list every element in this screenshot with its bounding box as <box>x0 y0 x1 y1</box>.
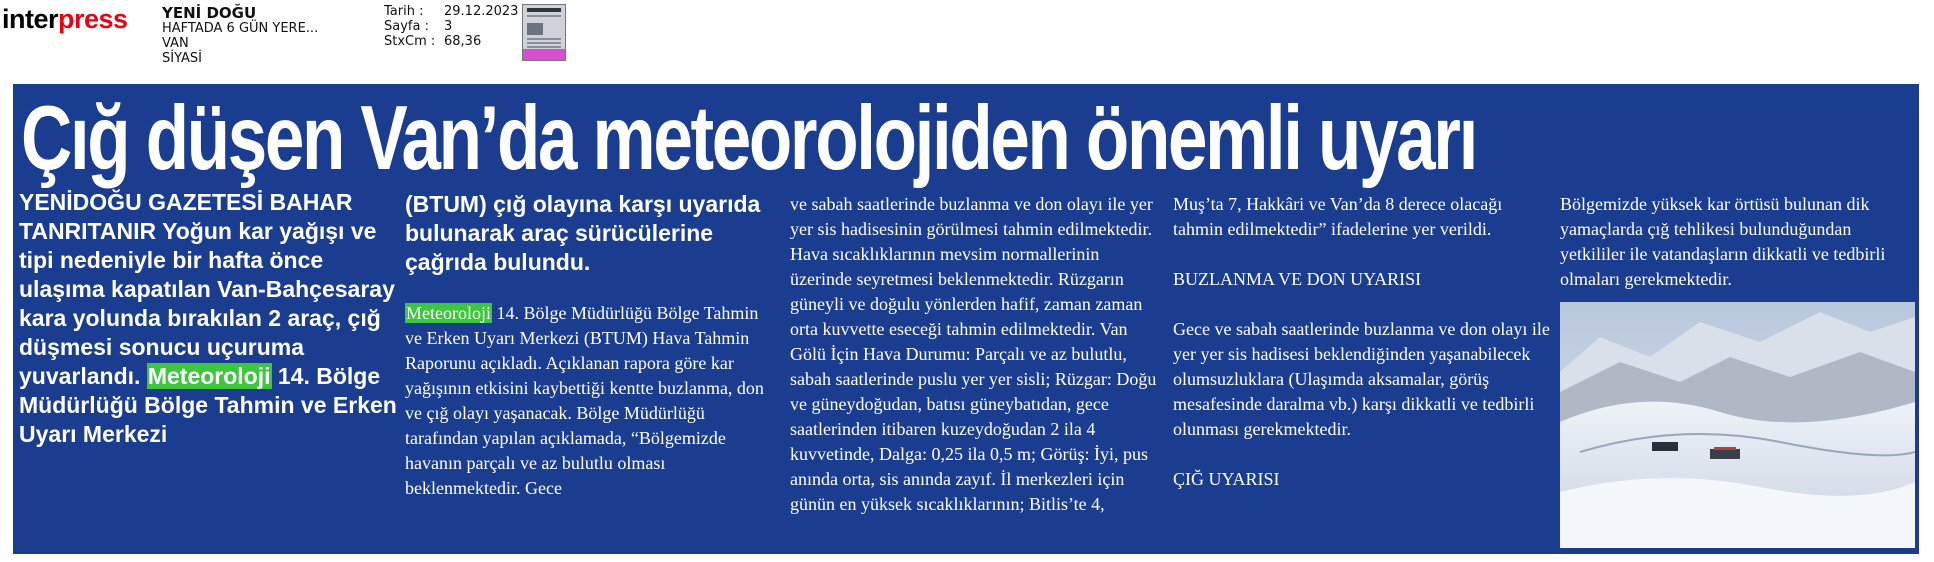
publication-city: VAN <box>162 36 189 51</box>
keyword-highlight: Meteoroloji <box>147 363 271 389</box>
date-value: 29.12.2023 <box>444 4 519 19</box>
article-column-1 <box>19 188 399 449</box>
publication-section: SİYASİ <box>162 51 202 66</box>
body-paragraph: Gece ve sabah saatlerinde buzlanma ve don olayı ile yer yer sis hadisesi beklendiğinden yaşanabilecek olumsuzluklara (Ulaşımda aksamalar, görüş mesafesinde daralma vb.) karşı dikkatli ve tedbirli olunması gerekmektedir. <box>1173 319 1550 439</box>
article-panel <box>13 84 1919 554</box>
subheading-icing-warning: BUZLANMA VE DON UYARISI <box>1173 269 1422 289</box>
article-column-5 <box>1560 192 1919 292</box>
article-column-4 <box>1173 192 1553 517</box>
clipping-meta <box>384 4 518 49</box>
subheading-avalanche-warning: ÇIĞ UYARISI <box>1173 469 1280 489</box>
body-paragraph: ve sabah saatlerinde buzlanma ve don olayı ile yer yer sis hadisesinin görülmesi tahmin edilmektedir. Hava sıcaklıklarının mevsim normallerinin üzerinde seyretmesi beklenmektedir. Rüzgarın güneyli ve doğulu yönlerden hafif, zaman zaman orta kuvvette eseceği tahmin edilmektedir. Van Gölü İçin Hava Durumu: Parçalı ve az bulutlu, sabah saatlerinde puslu yer yer sisli; Rüzgar: Doğu ve güneydoğudan, batısı güneybatıdan, gece saatlerinden itibaren kuzeydoğudan 2 ila 4 kuvvetinde, Dalga: 0,25 ila 0,5 m; Görüş: İyi, pus anında orta, sis anında zayıf. İl merkezleri için günün en yüksek sıcaklıklarının; Bitlis’te 4, <box>790 194 1157 514</box>
lead-paragraph-continued: (BTUM) çığ olayına karşı uyarıda bulunarak araç sürücülerine çağrıda bulundu. <box>405 191 761 275</box>
interpress-logo: interpress <box>2 4 128 34</box>
car-icon <box>1652 442 1678 451</box>
meta-row-stxcm: StxCm : 68,36 <box>384 34 482 49</box>
page-thumbnail[interactable] <box>522 4 566 61</box>
stxcm-value: 68,36 <box>444 34 482 49</box>
article-column-3 <box>790 192 1160 517</box>
meta-row-page: Sayfa : 3 <box>384 19 453 34</box>
article-headline: Çığ düşen Van’da meteorolojiden önemli uyarı <box>21 88 1476 189</box>
page-value: 3 <box>444 19 453 34</box>
avalanche-photo <box>1560 302 1915 548</box>
lead-paragraph: YENİDOĞU GAZETESİ BAHAR TANRITANIR Yoğun kar yağışı ve tipi nedeniyle bir hafta önce ulaşıma kapatılan Van-Bahçesaray kara yolunda bırakılan 2 araç, çığ düşmesi sonucu uçuruma yuvarlandı. Meteoroloji 14. Bölge Müdürlüğü Bölge Tahmin ve Erken Uyarı Merkezi <box>19 189 397 447</box>
publication-name: YENİ DOĞU <box>162 4 257 22</box>
body-paragraph: Meteoroloji 14. Bölge Müdürlüğü Bölge Tahmin ve Erken Uyarı Merkezi (BTUM) Hava Tahmin Raporunu açıkladı. Açıklanan rapora göre kar yağışının etkisini kaybettiği kentte buzlanma, don ve çığ olayı yaşanacak. Bölge Müdürlüğü tarafından yapılan açıklamada, “Bölgemizde havanın parçalı ve az bulutlu olması beklenmektedir. Gece <box>405 303 764 498</box>
body-paragraph: Bölgemizde yüksek kar örtüsü bulunan dik yamaçlarda çığ tehlikesi bulunduğundan yetkililer ile vatandaşların dikkatli ve tedbirli olmaları gerekmektedir. <box>1560 194 1886 289</box>
car-icon <box>1710 449 1740 459</box>
publication-frequency: HAFTADA 6 GÜN YERE... <box>162 21 319 36</box>
body-paragraph: Muş’ta 7, Hakkâri ve Van’da 8 derece olacağı tahmin edilmektedir” ifadelerine yer verildi. <box>1173 194 1503 239</box>
publication-info <box>162 6 318 66</box>
article-column-2 <box>405 190 765 501</box>
keyword-highlight: Meteoroloji <box>406 303 491 323</box>
meta-row-date: Tarih : 29.12.2023 <box>384 4 519 19</box>
